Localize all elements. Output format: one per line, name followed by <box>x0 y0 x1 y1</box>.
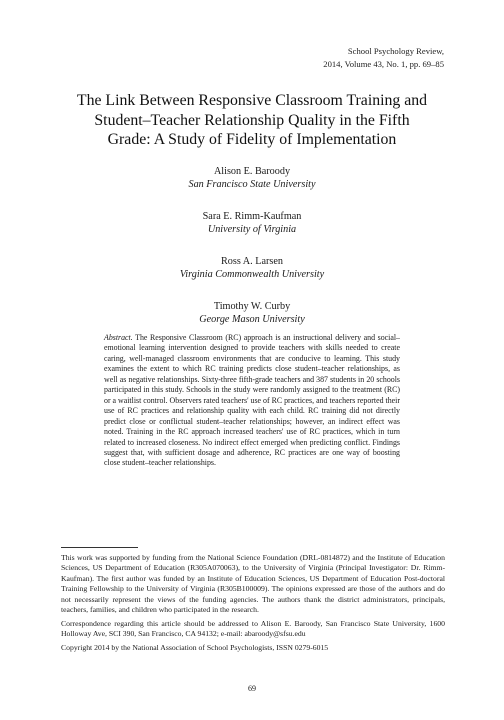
author-affiliation: George Mason University <box>199 314 305 325</box>
abstract-text: The Responsive Classroom (RC) approach is an instructional delivery and social–emotional learning intervention designed to provide teachers with skills needed to create caring, well-managed classroom environments that are conducive to learning. This study examines the extent to which RC training predicts close student–teacher relationships, as well as negative relationships. Sixty-three fifth-grade teachers and 387 students in 20 schools participated in this study. Schools in the study were randomly assigned to the treatment (RC) or a waitlist control. Observers rated teachers' use of RC practices, and teachers reported their use of RC practices and relationship quality with each child. RC training did not directly predict close or conflictual student–teacher relationships; however, an indirect effect was noted. Training in the RC approach increased teachers' use of RC practices, which in turn related to increased closeness. No indirect effect emerged when predicting conflict. Findings suggest that, with sufficient dosage and adherence, RC practices are one way of boosting close student–teacher relationships. <box>104 333 400 468</box>
copyright-note: Copyright 2014 by the National Association of School Psychologists, ISSN 0279-6015 <box>61 642 329 652</box>
author-block <box>52 210 452 255</box>
author-name: Timothy W. Curby <box>213 301 291 312</box>
title-line-3: Grade: A Study of Fidelity of Implementation <box>107 131 397 148</box>
title-line-2: Student–Teacher Relationship Quality in the Fifth <box>94 111 410 129</box>
author-list <box>52 165 452 345</box>
abstract-label: Abstract. <box>104 333 133 342</box>
author-name: Ross A. Larsen <box>221 256 283 267</box>
author-affiliation: San Francisco State University <box>188 179 316 190</box>
funding-note: This work was supported by funding from the National Science Foundation (DRL-0814872) and the Institute of Education Sciences, US Department of Education (R305A070063), to the University of Virginia (Principal Investigator: Dr. Rimm-Kaufman). The first author was funded by an Institute of Education Sciences, US Department of Education Post-doctoral Training Fellowship to the University of Virginia (R305B100009). The opinions expressed are those of the authors and do not necessarily represent the views of the funding agencies. The authors thank the district administrators, principals, teachers, families, and children who participated in the research. <box>61 553 445 615</box>
author-block <box>52 165 452 210</box>
journal-name: School Psychology Review, <box>347 46 444 56</box>
footnotes <box>61 553 445 656</box>
author-name: Sara E. Rimm-Kaufman <box>202 211 302 222</box>
journal-volume: 2014, Volume 43, No. 1, pp. 69–85 <box>323 58 444 69</box>
author-affiliation: Virginia Commonwealth University <box>179 269 325 280</box>
author-block <box>52 255 452 300</box>
abstract <box>104 333 400 469</box>
page-number: 69 <box>248 684 256 693</box>
article-title <box>52 91 452 150</box>
title-line-1: The Link Between Responsive Classroom Training and <box>76 92 428 109</box>
footnote-divider <box>61 547 138 548</box>
correspondence-note: Correspondence regarding this article should be addressed to Alison E. Baroody, San Francisco State University, 1600 Holloway Ave, SCI 390, San Francisco, CA 94132; e-mail: abaroody@sfsu.edu <box>61 618 445 639</box>
author-name: Alison E. Baroody <box>213 166 291 177</box>
author-affiliation: University of Virginia <box>207 224 297 235</box>
journal-citation <box>323 45 444 70</box>
